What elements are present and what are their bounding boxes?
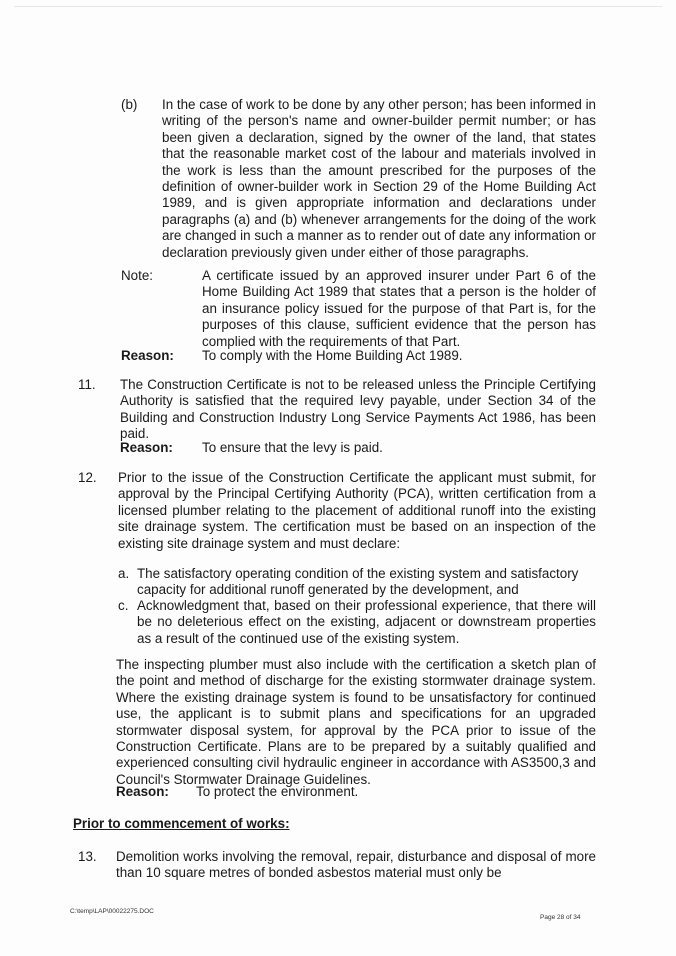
item-13-text: Demolition works involving the removal, repair, disturbance and disposal of more than 10 square metres of bonded asbestos material must only be: [116, 849, 596, 881]
section-heading: Prior to commencement of works:: [73, 816, 290, 831]
reason-b-label: Reason:: [121, 348, 174, 363]
item-12-reason-text: To protect the environment.: [196, 784, 359, 799]
item-12-paragraph: The inspecting plumber must also include with the certification a sketch plan of the point and method of discharge for the existing stormwater drainage system. Where the existing drainage system is found to be unsatisfactory for continued use, the applicant is to submit plans and specifications for an upgraded stormwater disposal system, for approval by the PCA prior to issue of the Construction Certificate. Plans are to be prepared by a suitably qualified and experienced consulting civil hydraulic engineer in accordance with AS3500,3 and Council's Stormwater Drainage Guidelines.: [116, 657, 596, 787]
item-11-reason-label: Reason:: [120, 440, 173, 455]
note-label: Note:: [121, 268, 154, 283]
note-text: A certificate issued by an approved insurer under Part 6 of the Home Building Act 1989 that states that a person is the holder of an insurance policy issued for the purpose of that Part is, for the purposes of this clause, sufficient evidence that the person has complied with the requirements of that Part.: [202, 268, 596, 349]
item-12-sub-a-text: The satisfactory operating condition of the existing system and satisfactory capacity for additional runoff generated by the development, and: [137, 566, 579, 598]
item-12-sub-c-label: c.: [118, 598, 129, 613]
reason-b-text: To comply with the Home Building Act 1989.: [202, 348, 463, 363]
item-11-number: 11.: [78, 377, 96, 392]
item-11-reason-text: To ensure that the levy is paid.: [202, 440, 383, 455]
footer-file-path: C:\temp\LAP\00022275.DOC: [70, 908, 154, 915]
page-top-edge: [14, 6, 662, 7]
footer-page-number: Page 28 of 34: [540, 914, 581, 921]
item-b-text: In the case of work to be done by any other person; has been informed in writing of the person's name and owner-builder permit number; or has been given a declaration, signed by the owner of the land, that states that the reasonable market cost of the labour and materials involved in the work is less than the amount prescribed for the purposes of the definition of owner-builder work in Section 29 of the Home Building Act 1989, and is given appropriate information and declarations under paragraphs (a) and (b) whenever arrangements for the doing of the work are changed in such a manner as to render out of date any information or declaration previously given under either of those paragraphs.: [162, 97, 596, 260]
item-12-reason-label: Reason:: [116, 784, 169, 799]
item-b-label: (b): [121, 97, 138, 112]
item-12-text: Prior to the issue of the Construction Certificate the applicant must submit, for approval by the Principal Certifying Authority (PCA), written certification from a licensed plumber relating to the placement of additional runoff into the existing site drainage system. The certification must be based on an inspection of the existing site drainage system and must declare:: [118, 470, 596, 551]
item-11-text: The Construction Certificate is not to be released unless the Principle Certifying Authority is satisfied that the required levy payable, under Section 34 of the Building and Construction Industry Long Service Payments Act 1986, has been paid.: [120, 377, 596, 442]
item-13-number: 13.: [78, 849, 97, 864]
item-12-sub-c-text: Acknowledgment that, based on their professional experience, that there will be no deleterious effect on the existing, adjacent or downstream properties as a result of the continued use of the existing system.: [137, 598, 596, 646]
item-12-sub-a-label: a.: [118, 566, 130, 581]
item-12-number: 12.: [78, 470, 97, 485]
